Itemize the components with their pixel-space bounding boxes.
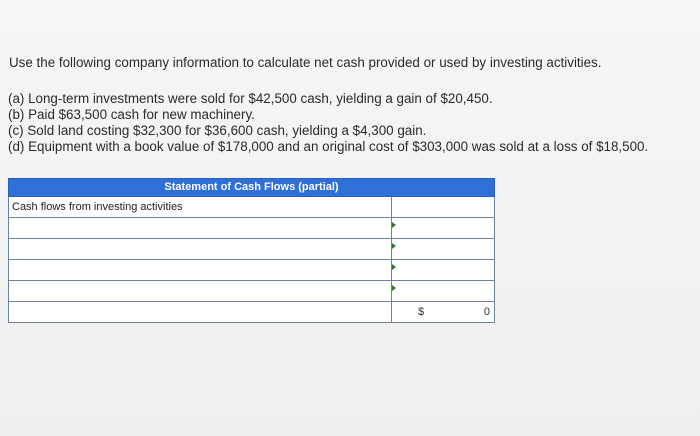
section-amount-cell (392, 197, 495, 218)
input-marker-icon (392, 285, 396, 291)
section-label: Cash flows from investing activities (9, 197, 392, 218)
entry-amount-input-2[interactable] (392, 239, 495, 260)
entry-label-input-4[interactable] (9, 281, 392, 302)
transaction-c: (c) Sold land costing $32,300 for $36,600 cash, yielding a $4,300 gain. (8, 123, 427, 138)
question-prompt: Use the following company information to calculate net cash provided or used by investing activities. (9, 55, 602, 70)
entry-label-input-3[interactable] (9, 260, 392, 281)
input-marker-icon (392, 264, 396, 270)
total-value: 0 (483, 306, 490, 318)
section-row (9, 197, 495, 218)
total-currency: $ (418, 306, 425, 318)
transaction-a: (a) Long-term investments were sold for $42,500 cash, yielding a gain of $20,450. (8, 91, 493, 106)
entry-amount-input-1[interactable] (392, 218, 495, 239)
input-marker-icon (392, 243, 396, 249)
total-label-input[interactable] (9, 302, 392, 323)
entry-label-input-2[interactable] (9, 239, 392, 260)
entry-amount-input-4[interactable] (392, 281, 495, 302)
statement-title: Statement of Cash Flows (partial) (164, 181, 339, 193)
transaction-b: (b) Paid $63,500 cash for new machinery. (8, 107, 255, 122)
entry-row-1 (9, 218, 495, 239)
entry-label-input-1[interactable] (9, 218, 392, 239)
entry-row-2 (9, 239, 495, 260)
total-row (9, 302, 495, 323)
input-marker-icon (392, 222, 396, 228)
entry-row-4 (9, 281, 495, 302)
cash-flow-statement-table (8, 178, 495, 323)
transactions-list (8, 91, 648, 155)
entry-amount-input-3[interactable] (392, 260, 495, 281)
statement-header (9, 179, 495, 197)
transaction-d: (d) Equipment with a book value of $178,000 and an original cost of $303,000 was sold at a loss of $18,500. (8, 139, 649, 154)
entry-row-3 (9, 260, 495, 281)
total-amount-cell (392, 302, 495, 323)
